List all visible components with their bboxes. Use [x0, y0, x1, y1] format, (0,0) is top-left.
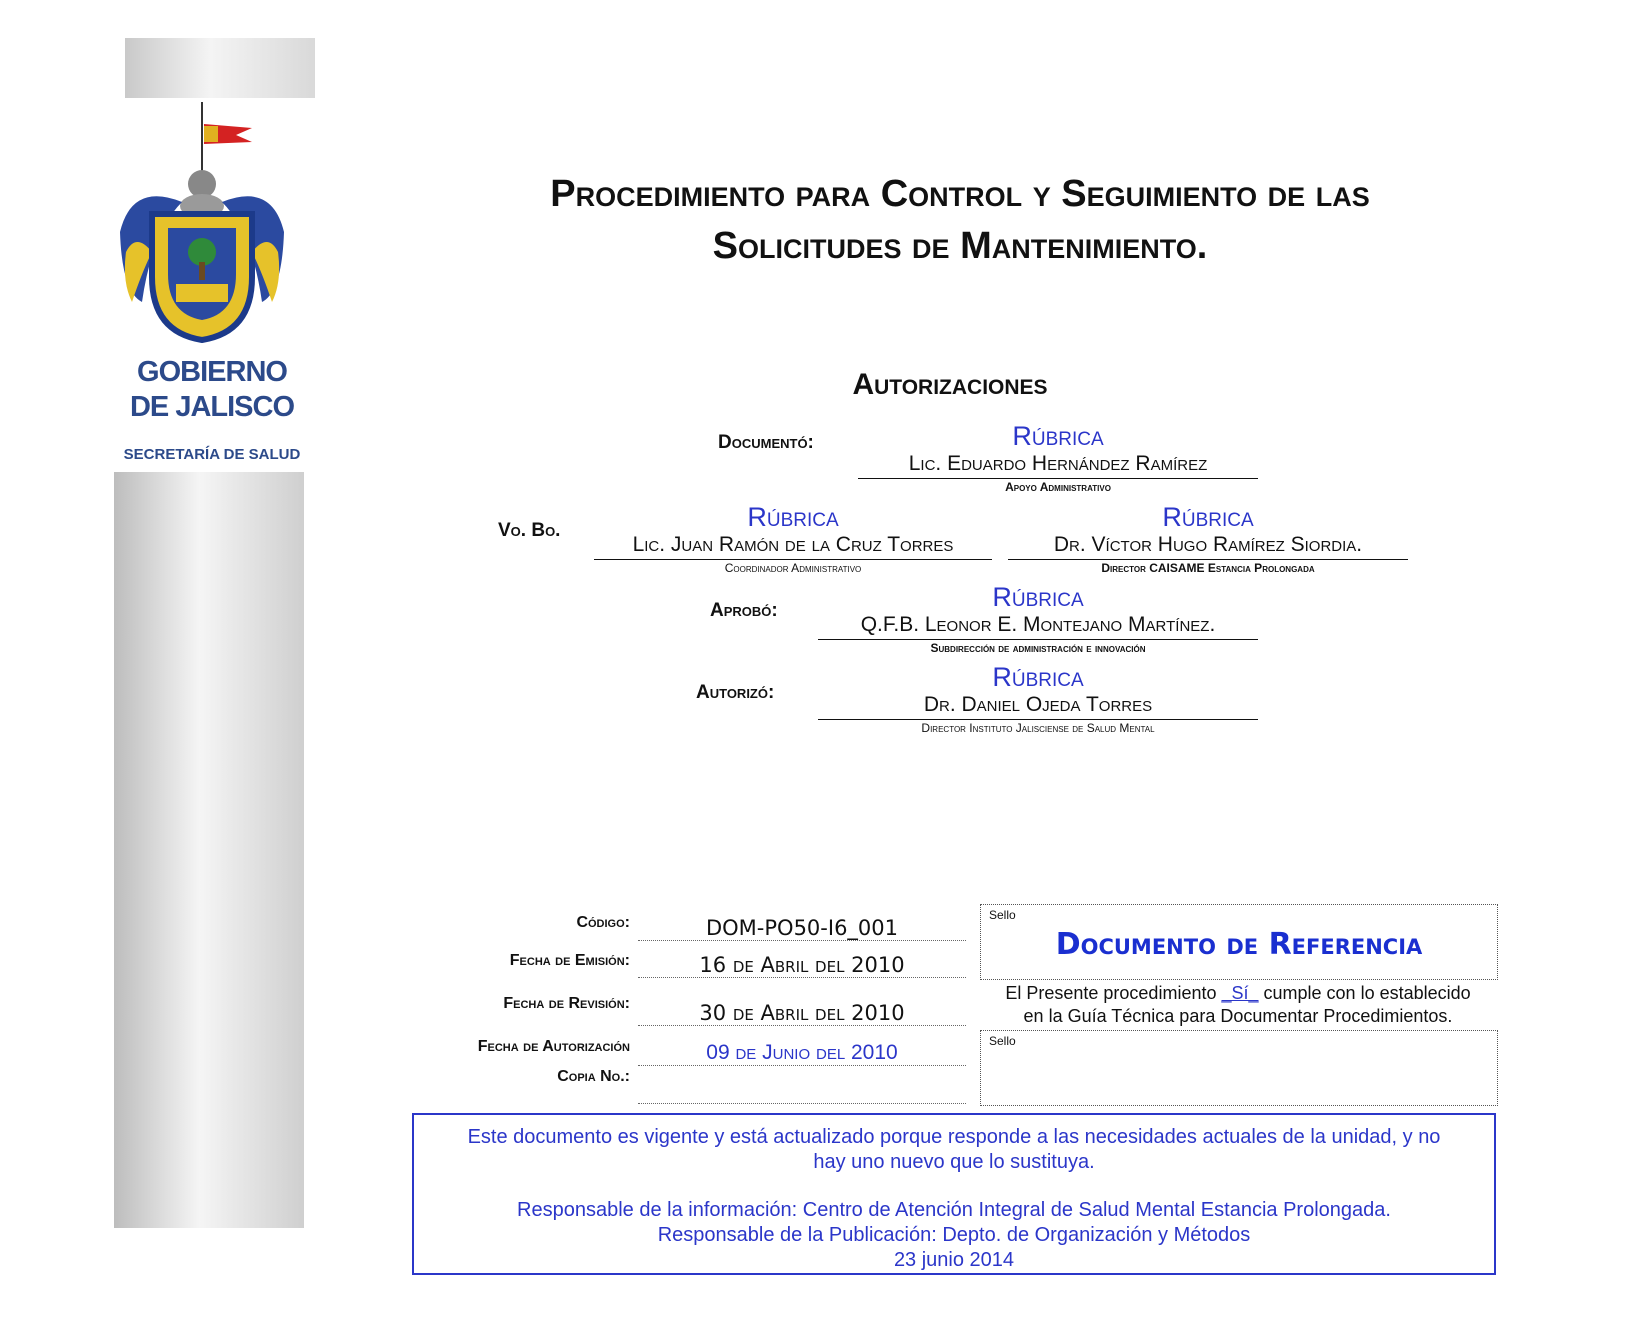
- codigo-label: Código:: [576, 914, 630, 931]
- autorizo-rubric: Rúbrica: [992, 662, 1084, 692]
- notice-line5: 23 junio 2014: [893, 1249, 1015, 1271]
- document-title-line2: Solicitudes de Mantenimiento.: [712, 225, 1208, 267]
- document-title: [430, 168, 1490, 272]
- documento-name: Lic. Eduardo Hernández Ramírez: [858, 451, 1258, 479]
- autorizo-signature: [818, 662, 1258, 736]
- notice-line3: Responsable de la información: Centro de Atención Integral de Salud Mental Estancia Prolongada.: [517, 1199, 1391, 1221]
- emision-label: Fecha de Emisión:: [509, 952, 630, 969]
- aprobo-name: Q.F.B. Leonor E. Montejano Martínez.: [818, 612, 1258, 640]
- reference-text-line2: en la Guía Técnica para Documentar Procedimientos.: [1023, 1006, 1453, 1026]
- autorizacion-value: 09 de Junio del 2010: [638, 1041, 966, 1066]
- reference-si: _Sí_: [1221, 983, 1259, 1003]
- autorizo-label: Autorizó:: [696, 682, 775, 703]
- documento-role: Apoyo Administrativo: [1005, 480, 1111, 494]
- vobo-right-role: Director CAISAME Estancia Prolongada: [1101, 561, 1315, 575]
- reference-stamp-box: [980, 904, 1498, 980]
- aprobo-role: Subdirección de administración e innovación: [930, 641, 1146, 655]
- sello-top-label: Sello: [989, 908, 1016, 922]
- vobo-left-rubric: Rúbrica: [747, 502, 839, 532]
- vobo-right-rubric: Rúbrica: [1162, 502, 1254, 532]
- sidebar-gradient-bar: [114, 472, 304, 1228]
- aprobo-label: Aprobó:: [710, 600, 778, 621]
- government-name-line1: GOBIERNO: [137, 356, 287, 388]
- aprobo-rubric: Rúbrica: [992, 582, 1084, 612]
- department-name: SECRETARÍA DE SALUD: [123, 446, 301, 463]
- revision-label: Fecha de Revisión:: [503, 995, 630, 1012]
- government-name-line2: DE JALISCO: [129, 391, 295, 423]
- copia-label: Copia No.:: [557, 1068, 630, 1085]
- copia-value-line: [638, 1103, 966, 1104]
- notice-line4: Responsable de la Publicación: Depto. de Organización y Métodos: [657, 1224, 1251, 1246]
- vobo-label: Vo. Bo.: [498, 520, 561, 541]
- reference-text-before: El Presente procedimiento: [1005, 983, 1222, 1003]
- autorizacion-label: Fecha de Autorización: [477, 1038, 630, 1055]
- autorizo-role: Director Instituto Jalisciense de Salud Mental: [921, 721, 1155, 735]
- notice-line2: hay uno nuevo que lo sustituya.: [813, 1151, 1095, 1173]
- revision-value: 30 de Abril del 2010: [638, 1001, 966, 1026]
- emision-value: 16 de Abril del 2010: [638, 953, 966, 978]
- sello-bottom-box: [980, 1030, 1498, 1106]
- vobo-left-role: Coordinador Administrativo: [724, 561, 862, 575]
- government-name: [112, 355, 312, 425]
- document-title-line1: Procedimiento para Control y Seguimiento de las: [550, 173, 1370, 215]
- authorizations-heading: Autorizaciones: [852, 368, 1048, 401]
- reference-title: Documento de Referencia: [1055, 927, 1423, 962]
- codigo-value: DOM-PO50-I6_001: [638, 916, 966, 941]
- reference-text-after: cumple con lo establecido: [1258, 983, 1471, 1003]
- vobo-left-name: Lic. Juan Ramón de la Cruz Torres: [594, 532, 992, 560]
- aprobo-signature: [818, 582, 1258, 656]
- sello-bottom-label: Sello: [989, 1034, 1016, 1048]
- documento-signature: [858, 421, 1258, 495]
- documento-rubric: Rúbrica: [1012, 421, 1104, 451]
- documento-label: Documentó:: [718, 432, 814, 453]
- reference-statement: [980, 982, 1496, 1028]
- validity-notice: [412, 1113, 1496, 1275]
- vobo-right-name: Dr. Víctor Hugo Ramírez Siordia.: [1008, 532, 1408, 560]
- vobo-left-signature: [594, 502, 992, 576]
- header-gradient-bar: [125, 38, 315, 98]
- coat-of-arms-logo: [112, 102, 292, 346]
- vobo-right-signature: [1008, 502, 1408, 576]
- autorizo-name: Dr. Daniel Ojeda Torres: [818, 692, 1258, 720]
- notice-line1: Este documento es vigente y está actualizado porque responde a las necesidades actuales de la unidad, y no: [467, 1126, 1441, 1148]
